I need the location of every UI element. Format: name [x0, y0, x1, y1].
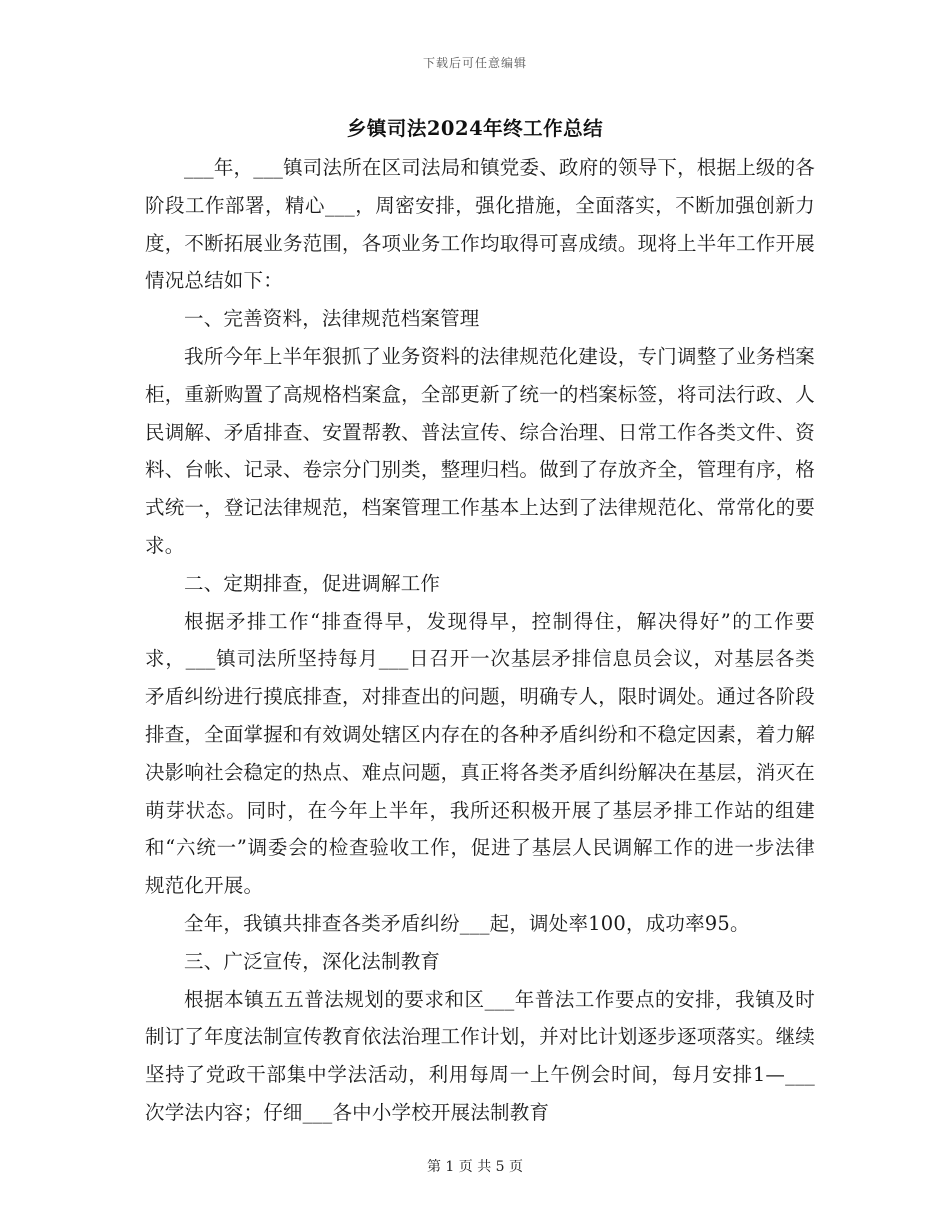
section-heading-3: 三、广泛宣传，深化法制教育 — [184, 949, 441, 973]
paragraph-intro: ___年，___镇司法所在区司法局和镇党委、政府的领导下，根据上级的各阶段工作部署，精心___，周密安排，强化措施，全面落实，不断加强创新力度，不断拓展业务范围，各项业务工作均取得可喜成绩。现将上半年工作开展情况总结如下： — [145, 156, 816, 293]
document-body — [145, 149, 815, 1132]
section-heading-2: 二、定期排查，促进调解工作 — [184, 571, 441, 595]
page-header-note: 下载后可任意编辑 — [422, 56, 527, 70]
paragraph-legal-education: 根据本镇五五普法规划的要求和区___年普法工作要点的安排，我镇及时制订了年度法制宣传教育依法治理工作计划，并对比计划逐步逐项落实。继续坚持了党政干部集中学法活动，利用每周一上午例会时间，每月安排1—___次学法内容；仔细___各中小学校开展法制教育 — [145, 987, 815, 1124]
page-number: 第 1 页 共 5 页 — [426, 1159, 524, 1175]
document-title: 乡镇司法2024年终工作总结 — [346, 117, 604, 140]
paragraph-archives: 我所今年上半年狠抓了业务资料的法律规范化建设，专门调整了业务档案柜，重新购置了高规格档案盒，全部更新了统一的档案标签，将司法行政、人民调解、矛盾排查、安置帮教、普法宣传、综合治理、日常工作各类文件、资料、台帐、记录、卷宗分门别类，整理归档。做到了存放齐全，管理有序，格式统一，登记法律规范，档案管理工作基本上达到了法律规范化、常常化的要求。 — [145, 344, 815, 557]
paragraph-mediation: 根据矛排工作“排查得早，发现得早，控制得住，解决得好”的工作要求，___镇司法所坚持每月___日召开一次基层矛排信息员会议，对基层各类矛盾纠纷进行摸底排查，对排查出的问题，明确专人，限时调处。通过各阶段排查，全面掌握和有效调处辖区内存在的各种矛盾纠纷和不稳定因素，着力解决影响社会稳定的热点、难点问题，真正将各类矛盾纠纷解决在基层，消灭在萌芽状态。同时，在今年上半年，我所还积极开展了基层矛排工作站的组建和“六统一”调委会的检查验收工作，促进了基层人民调解工作的进一步法律规范化开展。 — [145, 609, 815, 898]
paragraph-statistics: 全年，我镇共排查各类矛盾纠纷___起，调处率100，成功率95。 — [184, 911, 750, 935]
section-heading-1: 一、完善资料，法律规范档案管理 — [184, 307, 480, 331]
